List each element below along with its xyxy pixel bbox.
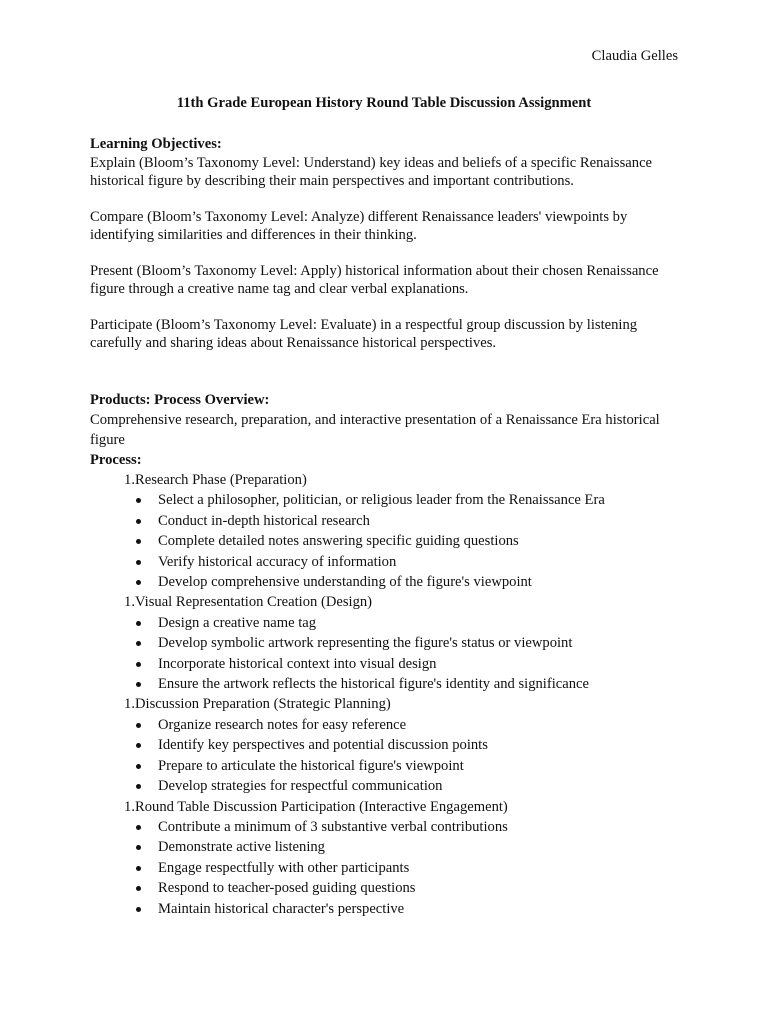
- bullet-icon: [90, 817, 158, 837]
- step-label: Visual Representation Creation (Design): [135, 594, 373, 611]
- bullet-text: Contribute a minimum of 3 substantive verbal contributions: [158, 818, 508, 835]
- step-bullet-list: [90, 613, 690, 695]
- bullet-text: Engage respectfully with other participants: [158, 859, 410, 876]
- bullet-text: Ensure the artwork reflects the historical figure's identity and significance: [158, 676, 589, 693]
- bullet-icon: [90, 899, 158, 919]
- process-heading: Process:: [90, 452, 142, 468]
- step-bullet-list: [90, 715, 690, 797]
- document-body: [90, 134, 690, 919]
- step-bullet-list: [90, 817, 690, 919]
- step-bullet-list: [90, 490, 690, 592]
- bullet-text: Maintain historical character's perspective: [158, 900, 405, 917]
- step-number: 1.: [124, 472, 135, 488]
- bullet-icon: [90, 613, 158, 633]
- bullet-icon: [90, 511, 158, 531]
- process-step: [90, 592, 690, 694]
- bullet-icon: [90, 776, 158, 796]
- bullet-icon: [90, 756, 158, 776]
- process-steps-list: [90, 470, 690, 919]
- spacer: [90, 298, 690, 316]
- bullet-text: Prepare to articulate the historical figure's viewpoint: [158, 757, 464, 774]
- bullet-item: [90, 735, 690, 755]
- bullet-text: Complete detailed notes answering specific guiding questions: [158, 533, 519, 550]
- learning-objectives-heading: Learning Objectives:: [90, 136, 222, 152]
- step-number: 1.: [124, 798, 135, 815]
- bullet-icon: [90, 654, 158, 674]
- bullet-text: Develop comprehensive understanding of the figure's viewpoint: [158, 574, 532, 591]
- bullet-icon: [90, 490, 158, 510]
- step-number: 1.: [124, 594, 135, 611]
- process-step: [90, 797, 690, 919]
- bullet-item: [90, 858, 690, 878]
- bullet-item: [90, 776, 690, 796]
- bullet-item: [90, 531, 690, 551]
- step-label: Discussion Preparation (Strategic Planning): [135, 696, 391, 713]
- bullet-item: [90, 674, 690, 694]
- bullet-icon: [90, 837, 158, 857]
- bullet-item: [90, 654, 690, 674]
- bullet-icon: [90, 674, 158, 694]
- bullet-text: Verify historical accuracy of information: [158, 553, 397, 570]
- bullet-icon: [90, 858, 158, 878]
- bullet-icon: [90, 531, 158, 551]
- bullet-item: [90, 572, 690, 592]
- objective-compare: Compare (Bloom’s Taxonomy Level: Analyze) different Renaissance leaders' viewpoints by identifying similarities and differences in their thinking.: [90, 209, 628, 243]
- process-step: [90, 470, 690, 592]
- products-description: Comprehensive research, preparation, and interactive presentation of a Renaissance Era historical figure: [90, 412, 660, 448]
- bullet-text: Demonstrate active listening: [158, 839, 325, 856]
- bullet-text: Select a philosopher, politician, or religious leader from the Renaissance Era: [158, 492, 605, 509]
- bullet-icon: [90, 633, 158, 653]
- bullet-text: Design a creative name tag: [158, 614, 317, 631]
- document-title: 11th Grade European History Round Table Discussion Assignment: [176, 95, 592, 111]
- bullet-text: Respond to teacher-posed guiding questions: [158, 880, 416, 897]
- objective-present: Present (Bloom’s Taxonomy Level: Apply) historical information about their chosen Renaissance figure through a creative name tag and clear verbal explanations.: [90, 263, 659, 297]
- products-heading: Products: Process Overview:: [90, 392, 270, 408]
- bullet-item: [90, 899, 690, 919]
- bullet-icon: [90, 715, 158, 735]
- bullet-icon: [90, 552, 158, 572]
- bullet-icon: [90, 878, 158, 898]
- bullet-item: [90, 715, 690, 735]
- bullet-item: [90, 490, 690, 510]
- step-label: Research Phase (Preparation): [135, 472, 307, 488]
- spacer: [90, 352, 690, 390]
- bullet-text: Organize research notes for easy reference: [158, 716, 407, 733]
- step-label: Round Table Discussion Participation (Interactive Engagement): [135, 798, 508, 815]
- bullet-text: Develop strategies for respectful communication: [158, 778, 443, 795]
- objective-explain: Explain (Bloom’s Taxonomy Level: Understand) key ideas and beliefs of a specific Renaissance historical figure by describing their main perspectives and important contributions.: [90, 155, 653, 189]
- bullet-text: Incorporate historical context into visual design: [158, 655, 437, 672]
- bullet-text: Conduct in-depth historical research: [158, 512, 370, 529]
- bullet-item: [90, 633, 690, 653]
- author-name: Claudia Gelles: [591, 48, 678, 64]
- bullet-item: [90, 552, 690, 572]
- spacer: [90, 190, 690, 208]
- bullet-icon: [90, 572, 158, 592]
- bullet-icon: [90, 735, 158, 755]
- step-number: 1.: [124, 696, 135, 713]
- objective-participate: Participate (Bloom’s Taxonomy Level: Evaluate) in a respectful group discussion by listening carefully and sharing ideas about Renaissance historical perspectives.: [90, 317, 638, 351]
- bullet-text: Identify key perspectives and potential discussion points: [158, 737, 488, 754]
- process-step: [90, 694, 690, 796]
- bullet-text: Develop symbolic artwork representing the figure's status or viewpoint: [158, 635, 573, 652]
- bullet-item: [90, 837, 690, 857]
- bullet-item: [90, 817, 690, 837]
- spacer: [90, 244, 690, 262]
- bullet-item: [90, 756, 690, 776]
- bullet-item: [90, 878, 690, 898]
- bullet-item: [90, 613, 690, 633]
- bullet-item: [90, 511, 690, 531]
